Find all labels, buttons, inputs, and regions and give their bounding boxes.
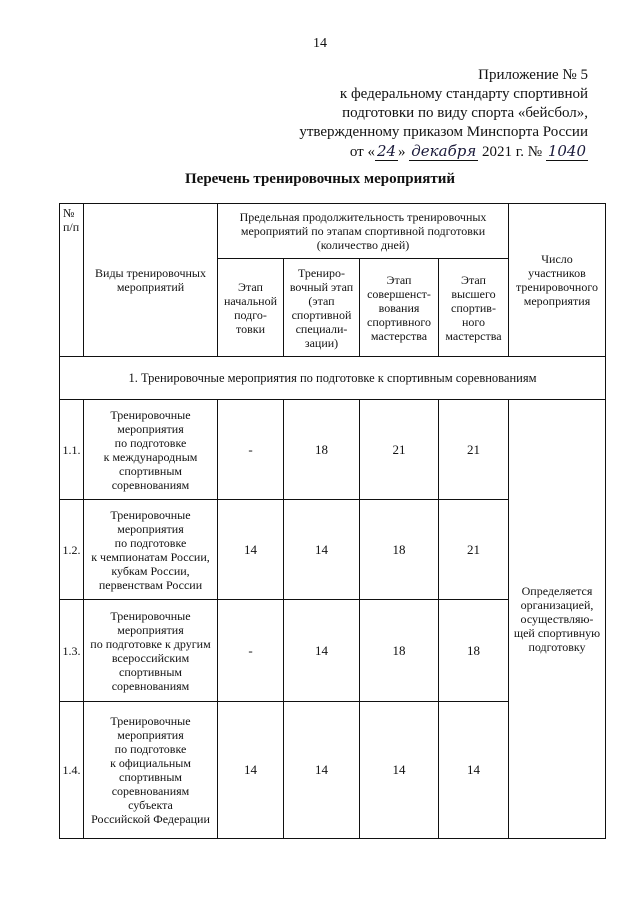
row-kind-line: мероприятия	[117, 521, 184, 536]
row-kind	[84, 500, 218, 600]
section-row	[60, 357, 606, 400]
value-stage-highest: 21	[439, 400, 509, 500]
value-stage-improvement: 18	[360, 600, 439, 702]
annex-date-line	[258, 142, 588, 162]
participants-note-line: подготовку	[528, 640, 586, 654]
row-kind-line: Российской Федерации	[91, 812, 210, 826]
value-stage-highest: 18	[439, 600, 509, 702]
row-kind	[84, 400, 218, 500]
handwritten-month: декабря	[411, 142, 477, 160]
header-row-1	[60, 204, 606, 259]
row-kind-line: мероприятия	[117, 622, 184, 637]
row-number: 1.4.	[60, 702, 84, 839]
row-kind-line: по подготовке	[114, 535, 187, 550]
row-kind-line: мероприятия	[117, 421, 184, 436]
row-number: 1.3.	[60, 600, 84, 702]
row-kind	[84, 702, 218, 839]
row-kind-line: Тренировочные	[110, 407, 191, 422]
header-num: № п/п	[60, 204, 84, 357]
value-stage-highest: 21	[439, 500, 509, 600]
header-stage-improvement: Этап совершенст-вования спортивного мастерства	[360, 259, 439, 357]
date-mid: »	[398, 144, 406, 160]
section-title: 1. Тренировочные мероприятия по подготовке к спортивным соревнованиям	[60, 357, 606, 400]
value-stage-initial: -	[218, 400, 284, 500]
row-number: 1.2.	[60, 500, 84, 600]
handwritten-order-number: 1040	[547, 142, 586, 160]
row-kind-line: к международным	[103, 449, 198, 464]
row-kind-line: мероприятия	[117, 728, 184, 742]
annex-line: подготовки по виду спорта «бейсбол»,	[342, 105, 588, 121]
value-stage-improvement: 14	[360, 702, 439, 839]
row-kind-line: Тренировочные	[110, 714, 191, 728]
row-kind-line: к чемпионатам России,	[91, 549, 210, 564]
value-stage-improvement: 18	[360, 500, 439, 600]
annex-line: утвержденному приказом Минспорта России	[299, 124, 588, 140]
participants-note	[509, 400, 606, 839]
row-kind-line: к официальным	[110, 756, 191, 770]
header-stage-initial: Этап начальной подго-товки	[218, 259, 284, 357]
header-stage-training: Трениро-вочный этап (этап спортивной специали-зации)	[284, 259, 360, 357]
training-events-table	[59, 203, 606, 839]
participants-note-line: щей спортивную	[513, 626, 601, 640]
value-stage-initial: -	[218, 600, 284, 702]
participants-note-line: осуществляю-	[520, 612, 594, 626]
annex-line: к федеральному стандарту спортивной	[339, 86, 588, 102]
row-kind-line: всероссийским	[111, 650, 190, 665]
row-kind-line: по подготовке	[114, 742, 187, 756]
header-stage-highest: Этап высшего спортив-ного мастерства	[439, 259, 509, 357]
value-stage-training: 14	[284, 600, 360, 702]
row-kind-line: спортивным	[119, 463, 182, 478]
value-stage-initial: 14	[218, 702, 284, 839]
row-kind-line: соревнованиям	[111, 784, 190, 798]
row-kind-line: субъекта	[128, 798, 173, 812]
row-kind-line: Тренировочные	[110, 608, 191, 623]
document-title: Перечень тренировочных мероприятий	[185, 171, 455, 187]
page-number: 14	[313, 36, 327, 51]
value-stage-initial: 14	[218, 500, 284, 600]
participants-note-line: организацией,	[520, 598, 594, 612]
header-participants: Число участников тренировочного мероприятия	[509, 204, 606, 357]
date-prefix: от «	[349, 144, 375, 160]
row-number: 1.1.	[60, 400, 84, 500]
table-row	[60, 400, 606, 500]
row-kind-line: по подготовке к другим	[90, 636, 211, 651]
row-kind-line: соревнованиям	[111, 477, 190, 492]
date-year: 2021 г. №	[482, 144, 543, 160]
value-stage-training: 18	[284, 400, 360, 500]
header-kinds: Виды тренировочных мероприятий	[84, 204, 218, 357]
row-kind	[84, 600, 218, 702]
annex-block	[258, 66, 588, 162]
value-stage-training: 14	[284, 702, 360, 839]
row-kind-line: соревнованиям	[111, 678, 190, 693]
annex-title: Приложение № 5	[478, 67, 588, 83]
row-kind-line: первенствам России	[98, 577, 203, 592]
row-kind-line: кубкам России,	[111, 563, 190, 578]
value-stage-highest: 14	[439, 702, 509, 839]
header-duration-group: Предельная продолжительность тренировочных мероприятий по этапам спортивной подготовки (количество дней)	[218, 204, 509, 259]
row-kind-line: Тренировочные	[110, 507, 191, 522]
value-stage-training: 14	[284, 500, 360, 600]
row-kind-line: спортивным	[119, 770, 182, 784]
row-kind-line: по подготовке	[114, 435, 187, 450]
value-stage-improvement: 21	[360, 400, 439, 500]
row-kind-line: спортивным	[119, 664, 182, 679]
handwritten-day: 24	[376, 142, 397, 160]
participants-note-line: Определяется	[521, 584, 593, 598]
